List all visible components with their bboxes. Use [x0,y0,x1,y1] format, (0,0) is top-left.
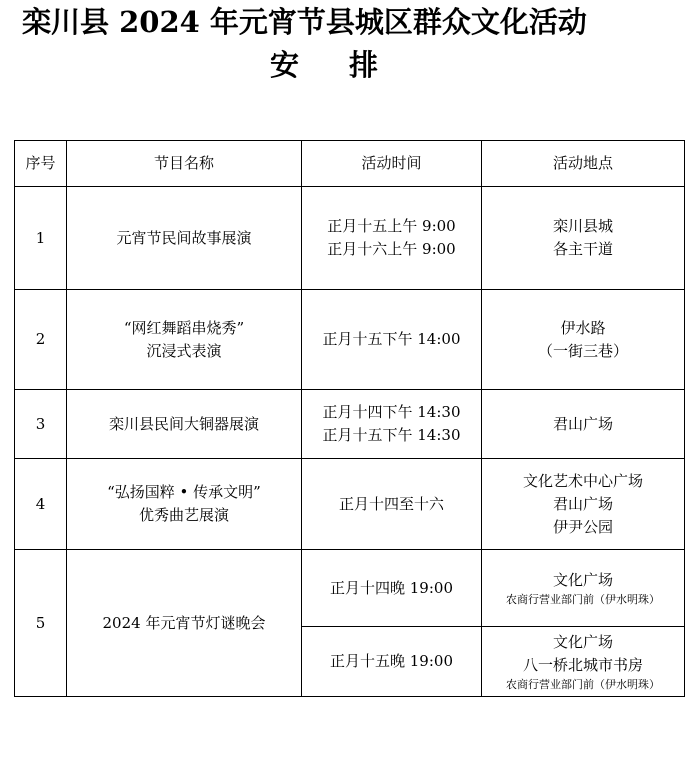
program-place: 文化广场 农商行营业部门前（伊水明珠） [482,550,685,627]
program-name: “弘扬国粹 • 传承文明” 优秀曲艺展演 [67,459,302,550]
row-number: 4 [15,459,67,550]
row-number: 5 [15,550,67,697]
header-place: 活动地点 [482,141,685,187]
schedule-table [14,140,685,697]
row-number: 3 [15,390,67,459]
table-row [15,459,685,550]
program-name: 栾川县民间大铜器展演 [67,390,302,459]
program-time: 正月十四下午 14:30 正月十五下午 14:30 [302,390,482,459]
program-time: 正月十四至十六 [302,459,482,550]
page-title: 栾川县 2024 年元宵节县城区群众文化活动 [22,5,587,39]
row-number: 1 [15,187,67,290]
page-subtitle [270,47,390,83]
place-note: 农商行营业部门前（伊水明珠） [506,592,660,606]
table-row [15,390,685,459]
program-name: “网红舞蹈串烧秀” 沉浸式表演 [67,290,302,390]
header-program: 节目名称 [67,141,302,187]
program-time: 正月十四晚 19:00 [302,550,482,627]
program-place: 文化艺术中心广场 君山广场 伊尹公园 [482,459,685,550]
program-place: 伊水路 （一街三巷） [482,290,685,390]
program-place: 栾川县城 各主干道 [482,187,685,290]
program-time: 正月十五上午 9:00 正月十六上午 9:00 [302,187,482,290]
subtitle-char: 安 [270,48,300,82]
header-number: 序号 [15,141,67,187]
header-row [15,141,685,187]
subtitle-char: 排 [349,48,379,82]
row-number: 2 [15,290,67,390]
program-name: 2024 年元宵节灯谜晚会 [67,550,302,697]
header-time: 活动时间 [302,141,482,187]
program-name: 元宵节民间故事展演 [67,187,302,290]
program-time: 正月十五晚 19:00 [302,627,482,697]
table-row [15,187,685,290]
table-row [15,290,685,390]
program-place: 君山广场 [482,390,685,459]
table-row [15,550,685,627]
place-note: 农商行营业部门前（伊水明珠） [506,677,660,691]
program-time: 正月十五下午 14:00 [302,290,482,390]
program-place: 文化广场 八一桥北城市书房 农商行营业部门前（伊水明珠） [482,627,685,697]
